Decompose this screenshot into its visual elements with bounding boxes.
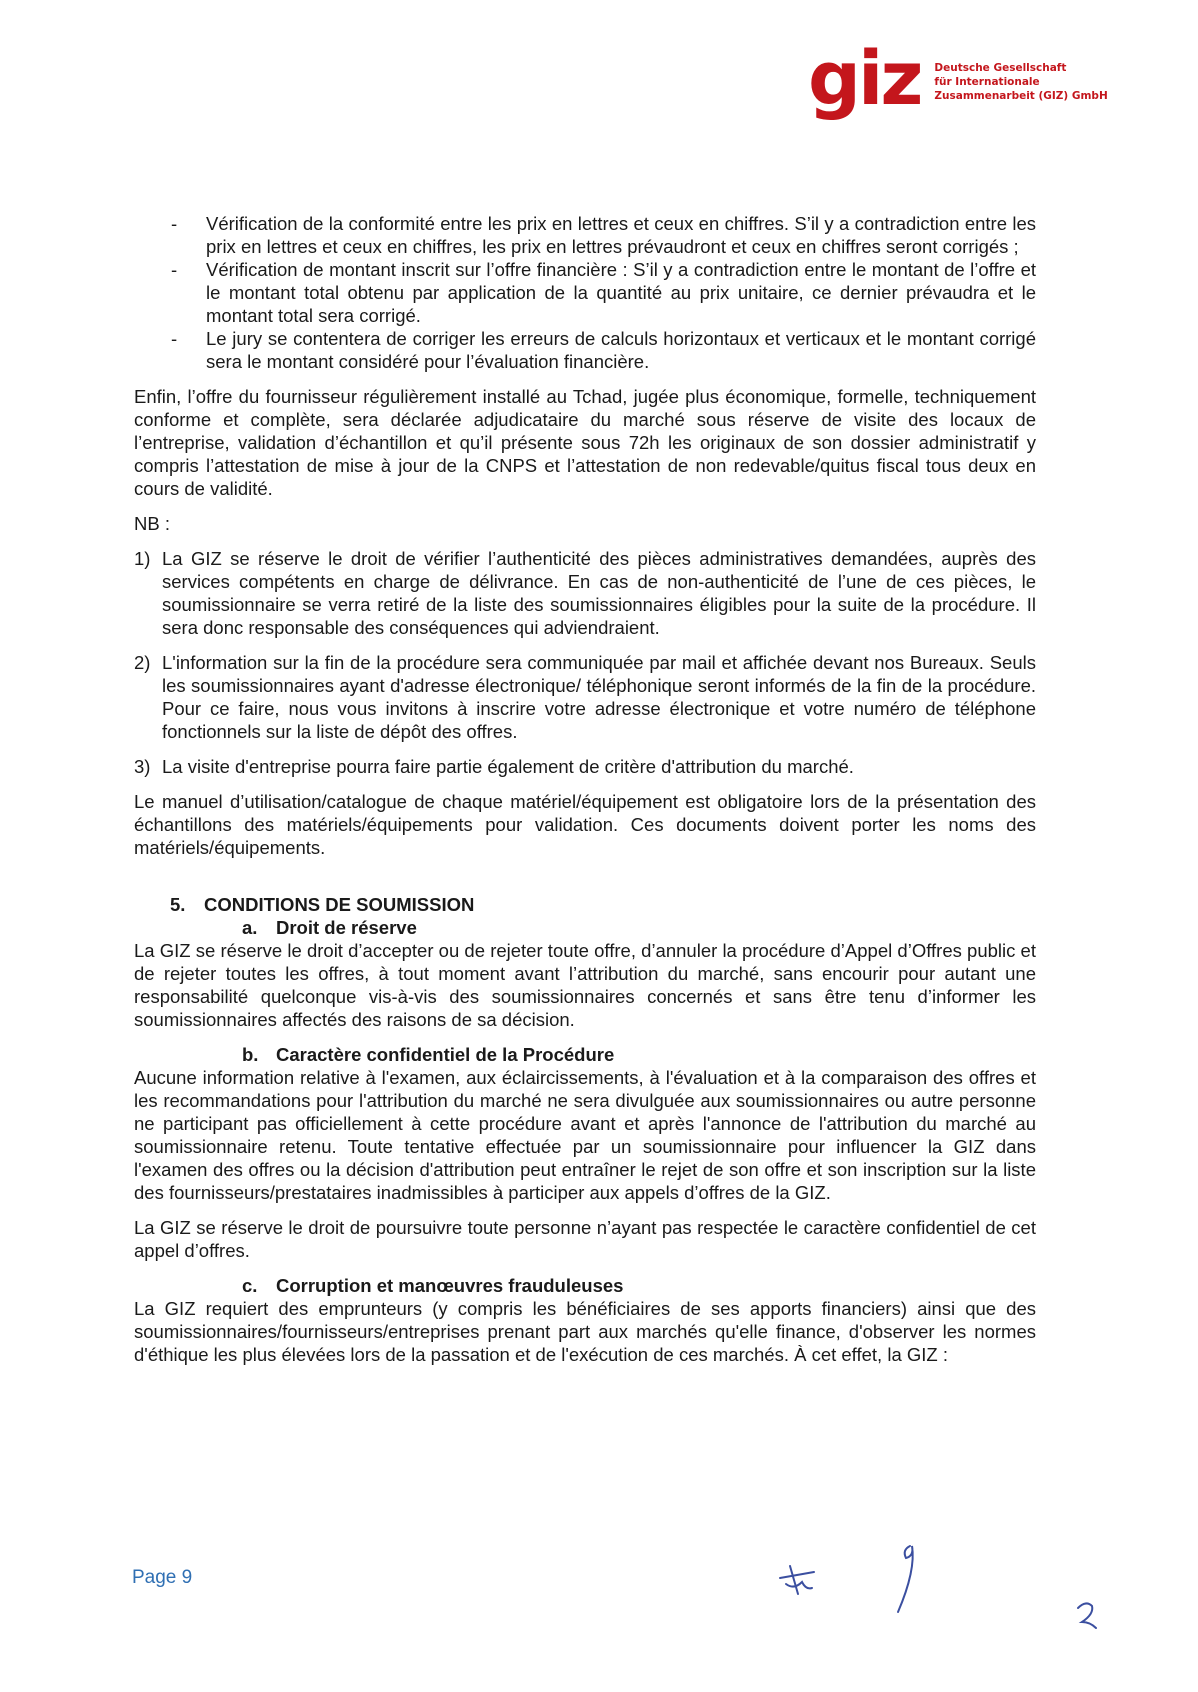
- logo-line: für Internationale: [934, 76, 1040, 88]
- paragraph-manuel: Le manuel d’utilisation/catalogue de chaque matériel/équipement est obligatoire lors de la présentation des échantillons des matériels/équipements pour validation. Ces documents doivent porter les noms des matériels/équipements.: [134, 791, 1036, 858]
- nb-item-text: L'information sur la fin de la procédure sera communiquée par mail et affichée devant nos Bureaux. Seuls les soumissionnaires ayant d'adresse électronique/ téléphonique seront informés de la fin de la procédure. Pour ce faire, nous vous invitons à inscrire votre adresse électronique et votre numéro de téléphone fonctionnels sur la liste de dépôt des offres.: [162, 652, 1036, 742]
- paragraph-enfin: Enfin, l’offre du fournisseur régulièrement installé au Tchad, jugée plus économique, formelle, techniquement conforme et complète, sera déclarée adjudicataire du marché sous réserve de visite des locaux de l’entreprise, validation d’échantillon et qu’il présente sous 72h les originaux de son dossier administratif y compris l’attestation de mise à jour de la CNPS et l’attestation de non redevable/quitus fiscal tous deux en cours de validité.: [134, 386, 1036, 499]
- bullet-text: Le jury se contentera de corriger les erreurs de calculs horizontaux et verticaux et le montant corrigé sera le montant considéré pour l’évaluation financière.: [206, 328, 1036, 372]
- subsection-heading-a: [134, 916, 1036, 939]
- nb-item-number: 3): [134, 756, 151, 777]
- nb-item: [134, 755, 1036, 778]
- bullet-item: [134, 258, 1036, 327]
- nb-list: [134, 547, 1036, 778]
- subsection-title: Caractère confidentiel de la Procédure: [276, 1044, 615, 1065]
- paragraph-corruption: La GIZ requiert des emprunteurs (y compris les bénéficiaires de ses apports financiers) ainsi que des soumissionnaires/fournisseurs/entreprises prenant part aux marchés qu'elle finance, d'observer les normes d'éthique les plus élevées lors de la passation et de l'exécution de ces marchés. À cet effet, la GIZ :: [134, 1298, 1036, 1365]
- subsection-letter: b.: [242, 1044, 259, 1065]
- section-number: 5.: [170, 894, 186, 915]
- nb-item-text: La GIZ se réserve le droit de vérifier l’authenticité des pièces administratives demandées, auprès des services compétents en charge de délivrance. En cas de non-authenticité de l’une de ces pièces, le soumissionnaire se verra retiré de la liste des soumissionnaires éligibles pour la suite de la procédure. Il sera donc responsable des conséquences qui adviendraient.: [162, 548, 1036, 638]
- paragraph-confidentiel: Aucune information relative à l'examen, aux éclaircissements, à l'évaluation et à la comparaison des offres et les recommandations pour l'attribution du marché ne sera divulguée aux soumissionnaires ou autre personne ne participant pas officiellement à cette procédure avant et après l'annonce de l'attribution du marché au soumissionnaire retenu. Toute tentative effectuée par un soumissionnaire pour influencer la GIZ dans l'examen des offres ou la décision d'attribution peut entraîner le rejet de son offre et son inscription sur la liste des fournisseurs/prestataires inadmissibles à participer aux appels d’offres de la GIZ.: [134, 1067, 1036, 1203]
- subsection-heading-b: [134, 1043, 1036, 1066]
- bullet-text: Vérification de la conformité entre les prix en lettres et ceux en chiffres. S’il y a contradiction entre les prix en lettres et ceux en chiffres, les prix en lettres prévaudront et ceux en chiffres seront corrigés ;: [206, 213, 1036, 257]
- verification-bullets: [134, 212, 1036, 373]
- giz-logo: [808, 36, 1108, 122]
- bullet-dash: -: [171, 328, 178, 349]
- section-heading: [134, 893, 1036, 916]
- nb-item: [134, 547, 1036, 639]
- nb-label: NB :: [134, 513, 170, 534]
- logo-line: Deutsche Gesellschaft: [934, 62, 1067, 74]
- nb-item: [134, 651, 1036, 743]
- bullet-text: Vérification de montant inscrit sur l’offre financière : S’il y a contradiction entre le montant de l’offre et le montant total obtenu par application de la quantité au prix unitaire, ce dernier prévaudra et le montant total sera corrigé.: [206, 259, 1036, 326]
- subsection-title: Corruption et manœuvres frauduleuses: [276, 1275, 624, 1296]
- subsection-heading-c: [134, 1274, 1036, 1297]
- body-text: [134, 212, 1036, 1366]
- paragraph-poursuite: La GIZ se réserve le droit de poursuivre toute personne n’ayant pas respectée le caractère confidentiel de cet appel d’offres.: [134, 1217, 1036, 1261]
- subsection-title: Droit de réserve: [276, 917, 417, 938]
- bullet-item: [134, 212, 1036, 258]
- nb-item-text: La visite d'entreprise pourra faire partie également de critère d'attribution du marché.: [162, 756, 854, 777]
- handwritten-initial-star: [772, 1560, 822, 1600]
- paragraph-droit-reserve: La GIZ se réserve le droit d’accepter ou de rejeter toute offre, d’annuler la procédure d’Appel d’Offres public et de rejeter toutes les offres, à tout moment avant l’attribution du marché, sans encourir pour autant une responsabilité quelconque vis-à-vis des soumissionnaires concernés et sans être tenu d’informer les soumissionnaires affectés des raisons de sa décision.: [134, 940, 1036, 1030]
- subsection-letter: a.: [242, 917, 258, 938]
- section-title: CONDITIONS DE SOUMISSION: [204, 894, 475, 915]
- nb-item-number: 1): [134, 548, 151, 569]
- handwritten-initial-nine: [888, 1540, 928, 1620]
- logo-line: Zusammenarbeit (GIZ) GmbH: [934, 90, 1108, 102]
- bullet-dash: -: [171, 259, 178, 280]
- bullet-item: [134, 327, 1036, 373]
- page-number: Page 9: [132, 1567, 193, 1588]
- subsection-letter: c.: [242, 1275, 258, 1296]
- giz-logo-text: [934, 61, 1107, 103]
- giz-logo-mark: giz: [808, 36, 921, 122]
- bullet-dash: -: [171, 213, 178, 234]
- handwritten-page-mark: [1072, 1598, 1108, 1634]
- nb-item-number: 2): [134, 652, 151, 673]
